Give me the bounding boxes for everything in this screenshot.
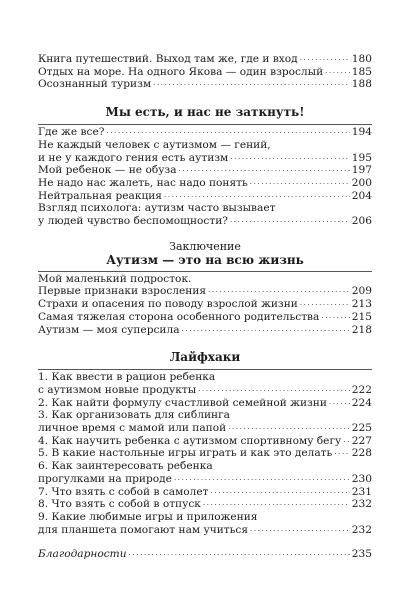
- toc-entry-title: прогулками на природе: [38, 472, 172, 485]
- section-heading: Аутизм — это на всю жизнь: [106, 252, 304, 267]
- toc-entry-title: Самая тяжелая сторона особенного родительства: [38, 310, 320, 323]
- toc-entry-title: Отдых на море. На одного Якова — один взрослый: [38, 65, 324, 78]
- toc-entry-title: и не у каждого гения есть аутизм: [38, 151, 229, 164]
- toc-entry: [38, 384, 372, 397]
- toc-page-number: 188: [351, 78, 372, 91]
- toc-entry: [38, 78, 372, 91]
- dot-leader: [129, 548, 350, 561]
- toc-entry-title: личное время с мамой или папой: [38, 422, 227, 435]
- toc-page-number: 204: [351, 189, 372, 202]
- dot-leader: [208, 285, 350, 298]
- dot-leader: [250, 177, 350, 190]
- table-of-contents: [38, 44, 372, 561]
- dot-leader: [250, 524, 350, 537]
- toc-entry-title: 2. Как найти формулу счастливой семейной жизни: [38, 396, 327, 409]
- toc-entry: [38, 126, 372, 139]
- toc-entry: [38, 298, 372, 311]
- toc-page-number: 227: [351, 434, 372, 447]
- toc-entry-title: с аутизмом новые продукты: [38, 383, 197, 396]
- dot-leader: [182, 324, 350, 337]
- dot-leader: [153, 78, 350, 91]
- toc-entry: [38, 435, 372, 448]
- toc-section: [38, 240, 372, 337]
- dot-leader: [300, 53, 350, 66]
- section-divider: [38, 124, 372, 125]
- toc-entry: [38, 53, 372, 66]
- toc-page-number: 209: [351, 285, 372, 298]
- toc-page-number: 200: [351, 176, 372, 189]
- toc-entry-title: 4. Как научить ребенка с аутизмом спортивному бегу: [38, 434, 342, 447]
- toc-entry-title: Благодарности: [38, 548, 127, 561]
- toc-entry-lead-line: 1. Как ввести в рацион ребенка: [38, 371, 216, 384]
- toc-entry: [38, 447, 372, 460]
- toc-entry-title: Книга путешествий. Выход там же, где и вход: [38, 53, 298, 65]
- toc-entry: [38, 324, 372, 337]
- toc-entry: [38, 473, 372, 486]
- toc-entry-lead-line: Не каждый человек с аутизмом — гений,: [38, 138, 271, 151]
- dot-leader: [300, 298, 350, 311]
- dot-leader: [106, 126, 349, 139]
- toc-page-number: 222: [351, 383, 372, 396]
- toc-entry-title: Осознанный туризм: [38, 78, 152, 91]
- section-heading: Лайфхаки: [169, 350, 241, 365]
- section-heading: Мы есть, и нас не заткнуть!: [105, 105, 305, 120]
- toc-entry: [38, 498, 372, 511]
- toc-entry-lead-line: 9. Какие любимые игры и приложения: [38, 510, 258, 523]
- toc-entry-title: 7. Что взять с собой в самолет: [38, 485, 209, 498]
- toc-entry-lead-line: 6. Как заинтересовать ребенка: [38, 460, 213, 473]
- toc-page-number: 232: [351, 523, 372, 536]
- toc-entry-title: 5. В какие настольные игры играть и как это делать: [38, 447, 333, 460]
- toc-page-number: 215: [351, 310, 372, 323]
- dot-leader: [203, 498, 350, 511]
- section-divider: [38, 271, 372, 272]
- toc-page-number: 225: [351, 422, 372, 435]
- toc-entry: [38, 152, 372, 165]
- toc-entry: [38, 66, 372, 79]
- toc-entry: [38, 486, 372, 499]
- toc-entry: [38, 285, 372, 298]
- dot-leader: [179, 164, 350, 177]
- toc-entry-title: у людей чувство беспомощности?: [38, 215, 228, 228]
- toc-page-number: 218: [351, 323, 372, 336]
- toc-page-number: 194: [351, 126, 372, 139]
- dot-leader: [198, 384, 350, 397]
- toc-entry: [38, 177, 372, 190]
- section-divider: [38, 369, 372, 370]
- toc-entry-title: Нейтральная реакция: [38, 189, 162, 202]
- toc-entry-title: для планшета помогают нам учиться: [38, 523, 249, 536]
- toc-entry: [38, 190, 372, 203]
- toc-entry: [38, 164, 372, 177]
- toc-page-number: 180: [351, 53, 372, 65]
- dot-leader: [325, 66, 350, 79]
- toc-closing: [38, 548, 372, 561]
- dot-leader: [343, 435, 350, 448]
- dot-leader: [211, 486, 350, 499]
- toc-group-travel: [38, 53, 372, 91]
- toc-page-number: 197: [351, 164, 372, 177]
- dot-leader: [230, 152, 349, 165]
- dot-leader: [164, 190, 350, 203]
- toc-entry-lead-line: Мой маленький подросток.: [38, 272, 192, 285]
- toc-page-number: 231: [351, 485, 372, 498]
- toc-entry-title: Страхи и опасения по поводу взрослой жизни: [38, 298, 298, 311]
- toc-page-number: 232: [351, 498, 372, 511]
- toc-page-number: 235: [351, 548, 372, 561]
- toc-page-number: 185: [351, 65, 372, 78]
- toc-entry: [38, 548, 372, 561]
- toc-entry-lead-line: Взгляд психолога: аутизм часто вызывает: [38, 202, 276, 215]
- toc-page-number: 224: [351, 396, 372, 409]
- toc-entry-title: Первые признаки взросления: [38, 285, 207, 298]
- toc-section: [38, 105, 372, 228]
- toc-entry-title: Не надо нас жалеть, нас надо понять: [38, 176, 248, 189]
- toc-entry-lead-line: 3. Как организовать для сиблинга: [38, 409, 230, 422]
- toc-page-number: 213: [351, 298, 372, 311]
- toc-entry-title: Где же все?: [38, 126, 105, 139]
- dot-leader: [228, 422, 350, 435]
- dot-leader: [321, 311, 349, 324]
- dot-leader: [174, 473, 350, 486]
- toc-entry: [38, 422, 372, 435]
- dot-leader: [230, 215, 350, 228]
- toc-page-number: 228: [351, 447, 372, 460]
- toc-section: [38, 350, 372, 536]
- toc-entry-title: Аутизм — моя суперсила: [38, 323, 180, 336]
- toc-page-number: 206: [351, 215, 372, 228]
- dot-leader: [329, 397, 350, 410]
- toc-entry-title: 8. Что взять с собой в отпуск: [38, 498, 201, 511]
- toc-entry: [38, 524, 372, 537]
- toc-entry-title: Мой ребенок — не обуза: [38, 164, 177, 177]
- toc-page-number: 230: [351, 472, 372, 485]
- toc-entry: [38, 311, 372, 324]
- toc-entry: [38, 397, 372, 410]
- toc-entry: [38, 215, 372, 228]
- section-caption: Заключение: [169, 239, 241, 253]
- toc-page-number: 195: [351, 151, 372, 164]
- dot-leader: [334, 447, 349, 460]
